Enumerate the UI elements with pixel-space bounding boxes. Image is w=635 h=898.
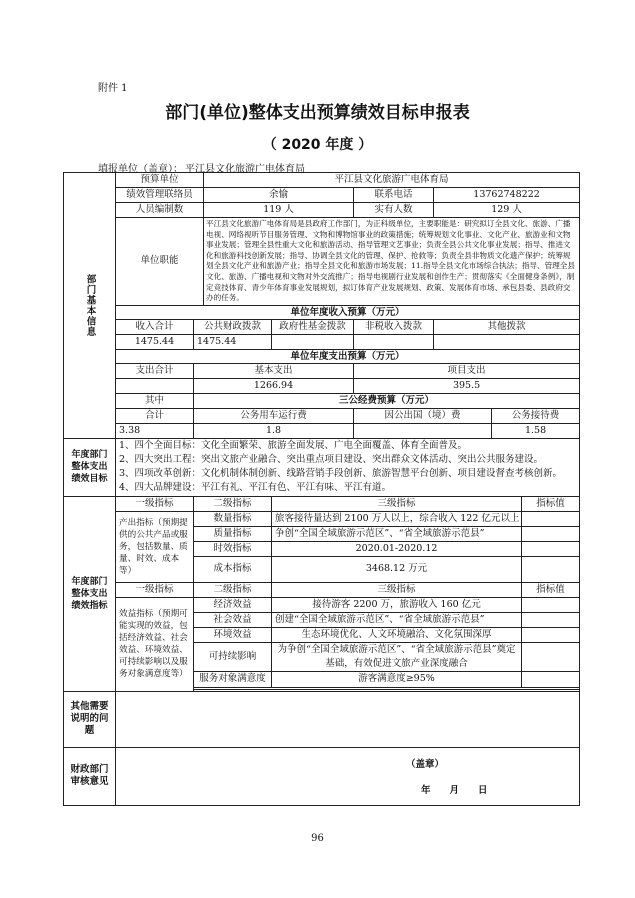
effect-l3: 游客满意度≥95% [272, 671, 522, 687]
actual-label: 实有人数 [354, 203, 434, 218]
income-header: 非税收入拨款 [354, 319, 434, 334]
indicator-head: 三级指标 [272, 496, 522, 511]
output-l2: 质量指标 [194, 526, 272, 541]
duty-text: 平江县文化旅游广电体育局是县政府工作部门，为正科级单位，主要职能是：研究拟订全县文化、旅游、广播电视、网络视听节目服务管理、文物和博物馆事业的政策措施；统筹规划文化事业、文化产业、旅游业和文物事业发展；管理全县性重大文化和旅游活动、指导管理文艺事业；负责全县公共文化事业发展；指导、推进文化和旅游科技创新发展；指导、协调全县文化的管理、保护、抢救等；负责全县非物质文化遗产保护；统筹规划全县文化产业和旅游产业；指导全县文化和旅游市场发展；11.指导全县文化市场综合执法；指导、管理全县文化、旅游、广播电视和文物对外交流推广；指导电视剧行业发展和创作生产；贯彻落实《全面健身条例》，制定竞技体育、青少年体育事业发展规划，拟订体育产业发展规划、政策、发展体育市场、承包县委、县政府交办的任务。 [204, 218, 580, 306]
three-public-header: 因公出国（境）费 [354, 408, 492, 423]
attachment-label: 附件 1 [98, 83, 128, 94]
indicator-head: 指标值 [522, 582, 580, 597]
indicator-head: 二级指标 [194, 582, 272, 597]
budget-unit-value: 平江县文化旅游广电体育局 [204, 173, 580, 188]
income-value: 1475.44 [194, 334, 272, 349]
income-header: 收入合计 [116, 319, 194, 334]
output-indicator-label: 产出指标（预期提供的公共产品或服务，包括数量、质量、时效、成本等） [116, 511, 194, 582]
output-value [522, 556, 580, 582]
duty-label: 单位职能 [116, 218, 204, 306]
actual-value: 129 人 [434, 203, 580, 218]
indicator-head: 一级指标 [116, 496, 194, 511]
effect-l2: 经济效益 [194, 597, 272, 612]
issues-label: 其他需要说明的问题 [64, 691, 116, 747]
indicator-head: 三级指标 [272, 582, 522, 597]
goal-item: 4、四大品牌建设：平江有礼、平江有色、平江有味、平江有道。 [119, 482, 392, 494]
goal-item: 2、四大突出工程：突出文旅产业融合、突出重点项目建设、突出群众文体活动、突出公共服务建设。 [119, 454, 544, 466]
contact-value: 余愉 [204, 188, 354, 203]
three-public-header: 公务用车运行费 [194, 408, 354, 423]
staff-label: 人员编制数 [116, 203, 204, 218]
expense-header: 项目支出 [354, 363, 580, 378]
output-l2: 时效指标 [194, 541, 272, 556]
expense-header: 基本支出 [194, 363, 354, 378]
income-header: 公共财政拨款 [194, 319, 272, 334]
fill-unit-value: 平江县文化旅游广电体育局 [185, 164, 305, 175]
goal-item: 1、四个全面目标：文化全面繁荣、旅游全面发展、广电全面覆盖、体育全面普及。 [119, 440, 468, 452]
three-public-header: 公务接待费 [492, 408, 580, 423]
output-l3: 旅客接待量达到 2100 万人以上，综合收入 122 亿元以上 [272, 511, 522, 526]
output-value [522, 511, 580, 526]
effect-l2: 可持续影响 [194, 642, 272, 671]
income-title: 单位年度收入预算（万元） [116, 305, 580, 319]
expense-header: 支出合计 [116, 363, 194, 378]
effect-value [522, 642, 580, 671]
audit-content [116, 747, 580, 805]
three-public-value: 1.8 [194, 423, 354, 438]
seal-label: （盖章） [406, 758, 445, 770]
section-indicators: 年度部门整体支出绩效指标 [64, 496, 116, 691]
output-l3: 2020.01-2020.12 [272, 541, 522, 556]
effect-l3: 创建“全国全域旅游示范区”、“省全域旅游示范县” [272, 612, 522, 627]
output-l3: 争创“全国全域旅游示范区”、“省全域旅游示范县” [272, 526, 522, 541]
effect-value [522, 627, 580, 642]
output-value [522, 526, 580, 541]
three-public-header: 合计 [116, 408, 194, 423]
contact-label: 绩效管理联络员 [116, 188, 204, 203]
output-l2: 数量指标 [194, 511, 272, 526]
three-public-value: 1.58 [492, 423, 580, 438]
three-public-value [354, 423, 492, 438]
effect-l3: 接待游客 2200 万，旅游收入 160 亿元 [272, 597, 522, 612]
goals-list [116, 438, 580, 496]
staff-value: 119 人 [204, 203, 354, 218]
effect-l2: 服务对象满意度 [194, 671, 272, 687]
income-header: 其他拨款 [434, 319, 580, 334]
income-value [354, 334, 434, 349]
output-l3: 3468.12 万元 [272, 556, 522, 582]
three-public-title: 三公经费预算（万元） [194, 393, 580, 408]
three-public-label: 其中 [116, 393, 194, 408]
expense-title: 单位年度支出预算（万元） [116, 349, 580, 363]
effect-l2: 社会效益 [194, 612, 272, 627]
expense-value: 395.5 [354, 378, 580, 393]
section-basic-info: 部门基本信息 [64, 173, 116, 439]
indicator-head: 二级指标 [194, 496, 272, 511]
income-header: 政府性基金拨款 [272, 319, 354, 334]
indicator-head: 指标值 [522, 496, 580, 511]
effect-l2: 环境效益 [194, 627, 272, 642]
income-value [272, 334, 354, 349]
income-value: 1475.44 [116, 334, 194, 349]
effect-value [522, 612, 580, 627]
income-value [434, 334, 580, 349]
effect-indicator-label: 效益指标（预期可能实现的效益，包括经济效益、社会效益、环境效益、可持续影响以及服务对象满意度等） [116, 597, 194, 691]
three-public-value: 3.38 [116, 423, 194, 438]
budget-form-table [63, 172, 580, 806]
expense-value [116, 378, 194, 393]
issues-content [116, 691, 580, 747]
goal-item: 3、四项改革创新：文化机制体制创新、线路营销手段创新、旅游智慧平台创新、项目建设督查考核创新。 [119, 468, 563, 480]
fill-unit-label: 填报单位（盖章）： [98, 164, 183, 175]
year-label: （ 2020 年度 ） [262, 137, 373, 153]
effect-l3: 为争创“全国全域旅游示范区”、“省全域旅游示范县”奠定基础，有效促进文旅产业深度融合 [272, 642, 522, 671]
effect-l3: 生态环境优化、人文环境融洽、文化氛围深厚 [272, 627, 522, 642]
date-label: 年 月 日 [421, 784, 488, 796]
output-value [522, 541, 580, 556]
effect-value [522, 671, 580, 687]
page-title: 部门(单位)整体支出预算绩效目标申报表 [165, 103, 470, 123]
budget-unit-label: 预算单位 [116, 173, 204, 188]
phone-label: 联系电话 [354, 188, 434, 203]
output-l2: 成本指标 [194, 556, 272, 582]
indicator-head: 一级指标 [116, 582, 194, 597]
audit-label: 财政部门审核意见 [64, 747, 116, 805]
section-goals: 年度部门整体支出绩效目标 [64, 438, 116, 496]
effect-value [522, 597, 580, 612]
page-number: 96 [311, 833, 324, 844]
expense-value: 1266.94 [194, 378, 354, 393]
phone-value: 13762748222 [434, 188, 580, 203]
